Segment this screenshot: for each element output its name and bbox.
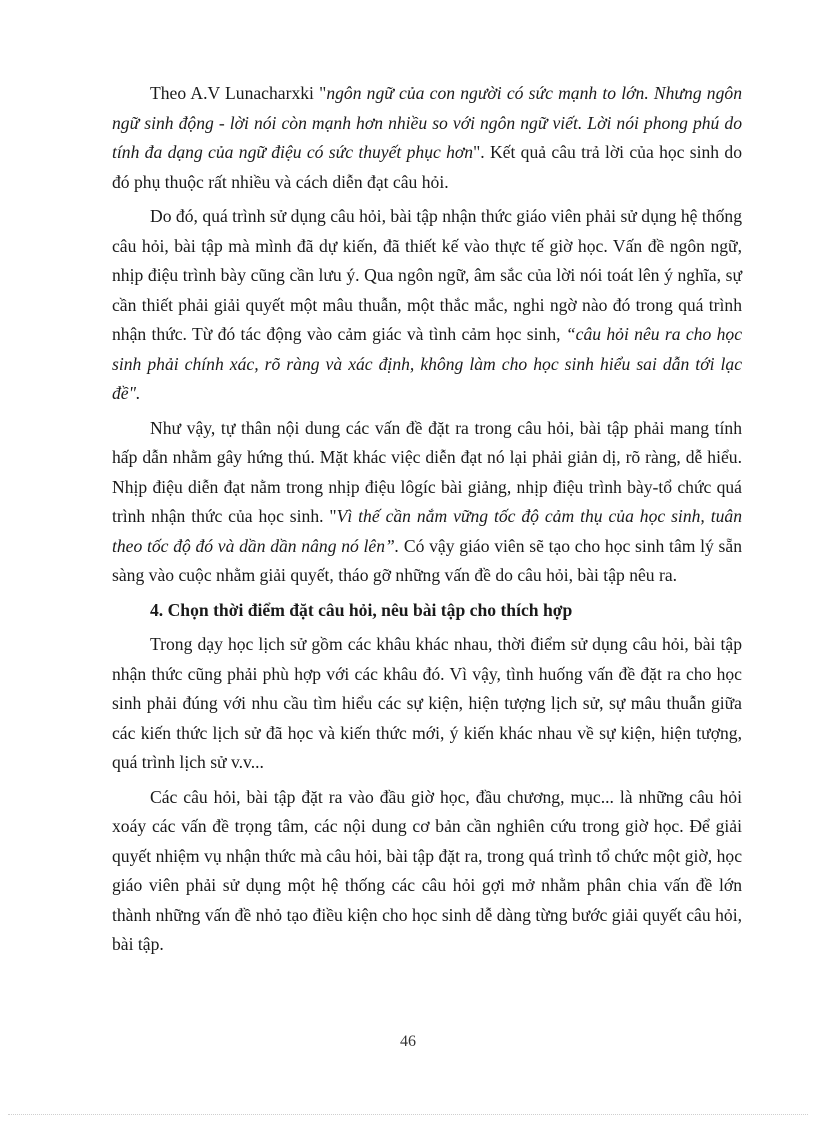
paragraph-quote-lunacharxki: Theo A.V Lunacharxki "ngôn ngữ của con người có sức mạnh to lớn. Nhưng ngôn ngữ sinh động - lời nói còn mạnh hơn nhiều so với ngôn ngữ viết. Lời nói phong phú do tính đa dạng của ngữ điệu có sức thuyết phục hơn". Kết quả câu trả lời của học sinh do đó phụ thuộc rất nhiều và cách diễn đạt câu hỏi. [112,83,742,192]
document-page [112,79,742,965]
page-number: 46 [400,1033,416,1050]
paragraph-timing: Trong dạy học lịch sử gồm các khâu khác nhau, thời điểm sử dụng câu hỏi, bài tập nhận thức cũng phải phù hợp với các khâu đó. Vì vậy, tình huống vấn đề đặt ra cho học sinh phải đúng với nhu cầu tìm hiểu các sự kiện, hiện tượng lịch sử, sự mâu thuẫn giữa các kiến thức lịch sử đã học và kiến thức mới, ý kiến khác nhau về sự kiện, hiện tượng, quá trình lịch sử v.v... [112,634,742,772]
footer-divider [8,1114,808,1115]
paragraph-question-usage: Do đó, quá trình sử dụng câu hỏi, bài tập nhận thức giáo viên phải sử dụng hệ thống câu hỏi, bài tập mà mình đã dự kiến, đã thiết kế vào thực tế giờ học. Vấn đề ngôn ngữ, nhịp điệu trình bày cũng cần lưu ý. Qua ngôn ngữ, âm sắc của lời nói toát lên ý nghĩa, sự cần thiết phải giải quyết một mâu thuẫn, một thắc mắc, nghi ngờ nào đó trong quá trình nhận thức. Từ đó tác động vào cảm giác và tình cảm học sinh, “câu hỏi nêu ra cho học sinh phải chính xác, rõ ràng và xác định, không làm cho học sinh hiểu sai dẫn tới lạc đề". [112,206,743,403]
italic-quote: ngôn ngữ của con người có sức mạnh to lớn. Nhưng ngôn ngữ sinh động - lời nói còn mạnh hơn nhiều so với ngôn ngữ viết. Lời nói phong phú do tính đa dạng của ngữ điệu có sức thuyết phục hơn [112,83,742,162]
paragraph-content-appeal: Như vậy, tự thân nội dung các vấn đề đặt ra trong câu hỏi, bài tập phải mang tính hấp dẫn nhằm gây hứng thú. Mặt khác việc diễn đạt nó lại phải giản dị, rõ ràng, dễ hiểu. Nhịp điệu diễn đạt nằm trong nhịp điệu lôgíc bài giảng, nhịp điệu trình bày-tổ chức quá trình nhận thức của học sinh. "Vì thế cần nắm vững tốc độ cảm thụ của học sinh, tuân theo tốc độ đó và dần dần nâng nó lên”. Có vậy giáo viên sẽ tạo cho học sinh tâm lý sẵn sàng vào cuộc nhằm giải quyết, tháo gỡ những vấn đề do câu hỏi, bài tập nêu ra. [112,417,743,585]
italic-quote: “câu hỏi nêu ra cho học sinh phải chính xác, rõ ràng và xác định, không làm cho học sinh hiểu sai dẫn tới lạc đề". [112,324,743,403]
italic-quote: Vì thế cần nắm vững tốc độ cảm thụ của học sinh, tuân theo tốc độ đó và dần dần nâng nó lên”. [112,506,743,556]
paragraph-question-system: Các câu hỏi, bài tập đặt ra vào đầu giờ học, đầu chương, mục... là những câu hỏi xoáy các vấn đề trọng tâm, các nội dung cơ bản cần nghiên cứu trong giờ học. Để giải quyết nhiệm vụ nhận thức mà câu hỏi, bài tập đặt ra, trong quá trình tổ chức một giờ, học giáo viên phải sử dụng một hệ thống các câu hỏi gợi mở nhằm phân chia vấn đề lớn thành những vấn đề nhỏ tạo điều kiện cho học sinh dễ dàng từng bước giải quyết câu hỏi, bài tập. [112,786,742,954]
section-heading: 4. Chọn thời điểm đặt câu hỏi, nêu bài tập cho thích hợp [150,599,573,620]
